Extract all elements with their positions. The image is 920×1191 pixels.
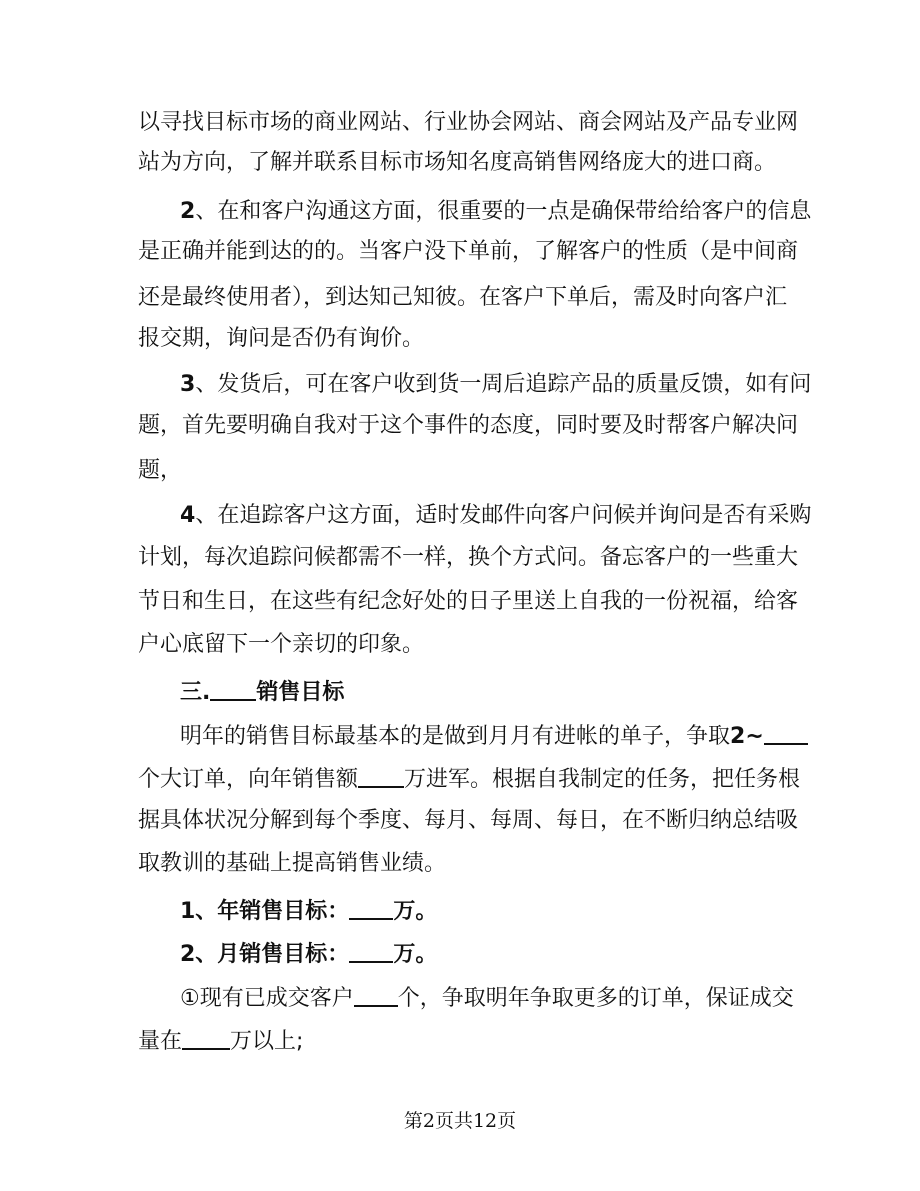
item-number: 3	[180, 372, 196, 397]
paragraph-3-line-1	[180, 370, 811, 400]
fill-in-blank	[354, 983, 398, 1007]
annual-sales-goal	[180, 894, 437, 927]
goal-unit: 万。	[393, 899, 438, 924]
heading-title: 销售目标	[256, 680, 345, 705]
text: 个大订单，向年销售额	[138, 767, 359, 792]
paragraph-5-line-4	[138, 849, 446, 879]
fill-in-blank	[210, 677, 256, 701]
text: 、在和客户沟通这方面，很重要的一点是确保带给给客户的信息	[195, 199, 812, 224]
fill-in-blank	[358, 764, 404, 788]
paragraph-2-line-2	[138, 237, 798, 267]
paragraph-4-line-4	[138, 630, 424, 660]
goal-label: 1、年销售目标：	[180, 899, 350, 924]
text: 取教训的基础上提高销售业绩。	[138, 851, 447, 876]
heading-number: 三.	[180, 680, 211, 705]
text: 万以上;	[230, 1029, 304, 1054]
fill-in-blank	[349, 896, 393, 920]
fill-in-blank	[182, 1026, 230, 1050]
text: 是正确并能到达的的。当客户没下单前，了解客户的性质（是中间商	[138, 239, 799, 264]
goal-unit: 万。	[393, 942, 438, 967]
text: 计划，每次追踪问候都需不一样，换个方式问。备忘客户的一些重大	[138, 545, 799, 570]
item-number: 4	[180, 503, 196, 528]
text: 还是最终使用者），到达知己知彼。在客户下单后，需及时向客户汇	[138, 285, 788, 310]
text: 据具体状况分解到每个季度、每月、每周、每日，在不断归纳总结吸	[138, 808, 799, 833]
text: 、发货后，可在客户收到货一周后追踪产品的质量反馈，如有问	[195, 372, 812, 397]
text: 2~	[730, 724, 764, 749]
paragraph-5-line-2	[138, 762, 800, 795]
text: 户心底留下一个亲切的印象。	[138, 632, 425, 657]
text: 题，首先要明确自我对于这个事件的态度，同时要及时帮客户解决问	[138, 413, 799, 438]
paragraph-2-line-1	[180, 197, 811, 227]
paragraph-5-line-1	[180, 719, 808, 752]
paragraph-6-line-2	[138, 1024, 303, 1057]
text: 量在	[138, 1029, 183, 1054]
text: 节日和生日，在这些有纪念好处的日子里送上自我的一份祝福，给客	[138, 589, 799, 614]
paragraph-3-line-2	[138, 411, 798, 441]
paragraph-6-line-1	[180, 981, 794, 1014]
text: ①现有已成交客户	[180, 986, 354, 1011]
paragraph-2-line-3	[138, 283, 787, 313]
item-number: 2	[180, 199, 196, 224]
text: 万进军。根据自我制定的任务，把任务根	[404, 767, 801, 792]
text: 、在追踪客户这方面，适时发邮件向客户问候并询问是否有采购	[195, 503, 812, 528]
paragraph-3-line-3	[138, 456, 182, 486]
text: 个，争取明年争取更多的订单，保证成交	[397, 986, 794, 1011]
paragraph-2-line-4	[138, 324, 424, 354]
paragraph-4-line-1	[180, 501, 811, 531]
page-number-footer: 第2页共12页	[403, 1110, 517, 1132]
text: 以寻找目标市场的商业网站、行业协会网站、商会网站及产品专业网	[138, 110, 799, 135]
paragraph-4-line-2	[138, 543, 798, 573]
text: 题，	[138, 458, 183, 483]
goal-label: 2、月销售目标：	[180, 942, 350, 967]
fill-in-blank	[349, 939, 393, 963]
paragraph-0-line-2	[138, 148, 776, 178]
text: 报交期，询问是否仍有询价。	[138, 326, 425, 351]
monthly-sales-goal	[180, 937, 437, 970]
section-heading	[180, 675, 344, 708]
fill-in-blank	[764, 721, 808, 745]
paragraph-4-line-3	[138, 587, 798, 617]
paragraph-5-line-3	[138, 806, 798, 836]
text: 明年的销售目标最基本的是做到月月有进帐的单子，争取	[180, 724, 731, 749]
text: 站为方向，了解并联系目标市场知名度高销售网络庞大的进口商。	[138, 150, 777, 175]
paragraph-0-line-1	[138, 108, 798, 138]
